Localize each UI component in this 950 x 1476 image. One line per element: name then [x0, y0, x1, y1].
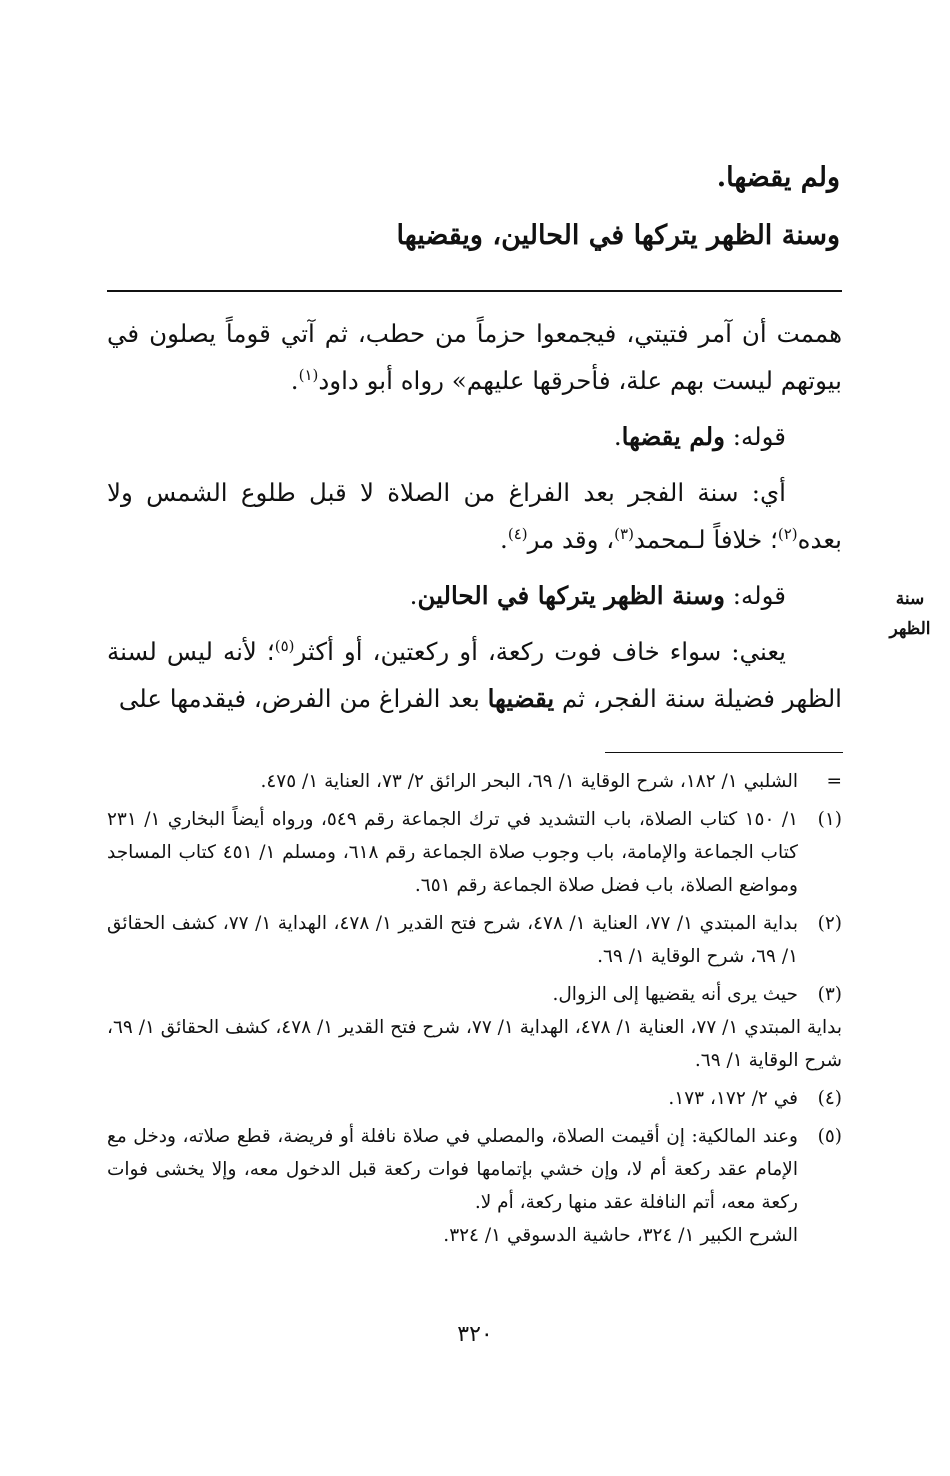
paragraph-3-text-b: ؛ لأنه ليس لسنة الظهر فضيلة سنة الفجر، ثم — [107, 637, 842, 713]
footnote-ref-5: (٥) — [274, 636, 295, 655]
paragraph-2-end: . — [500, 525, 508, 554]
paragraph-3-text-a: يعني: سواء خاف فوت ركعة، أو ركعتين، أو أكثر — [294, 637, 786, 666]
footnote-5-text: وعند المالكية: إن أقيمت الصلاة، والمصلي في صلاة نافلة أو فريضة، قطع صلاته، ودخل مع الإمام عقد ركعة أم لا، وإن خشي بإتمامها فوات ركعة قبل الدخول معه، وإلا يخشى فوات ركعة معه، أتم النافلة عقد منها ركعة، أم لا. — [107, 1126, 798, 1213]
qawluh-1-quote: ولم يقضها — [621, 422, 725, 451]
paragraph-2-text-a: أي: سنة الفجر بعد الفراغ من الصلاة لا قبل طلوع الشمس ولا بعده — [107, 478, 842, 554]
footnote-3-source: بداية المبتدي ١/ ٧٧، العناية ١/ ٤٧٨، الهداية ١/ ٧٧، شرح فتح القدير ١/ ٤٧٨، كشف الحقائق ١/ ٦٩، شرح الوقاية ١/ ٦٩. — [107, 1017, 842, 1071]
footnote-ref-3: (٣) — [614, 524, 634, 543]
qawluh-2 — [107, 572, 842, 619]
margin-note-line-1: سنة — [895, 589, 925, 609]
footnote-5 — [107, 1120, 842, 1252]
footnote-3-number: (٣) — [817, 984, 842, 1005]
qawluh-1-end: . — [613, 422, 622, 451]
qawluh-2-prefix: قوله: — [724, 581, 786, 610]
qawluh-2-quote: وسنة الظهر يتركها في الحالين — [417, 581, 725, 610]
footnote-5-source: الشرح الكبير ١/ ٣٢٤، حاشية الدسوقي ١/ ٣٢٤. — [443, 1225, 798, 1246]
qawluh-1 — [107, 413, 842, 460]
footnote-2 — [107, 907, 842, 973]
footnote-2-text: بداية المبتدي ١/ ٧٧، العناية ١/ ٤٧٨، شرح فتح القدير ١/ ٤٧٨، الهداية ١/ ٧٧، كشف الحقائق ١/ ٦٩، شرح الوقاية ١/ ٦٩. — [107, 913, 798, 967]
paragraph-1-text: هممت أن آمر فتيتي، فيجمعوا حزماً من حطب، ثم آتي قوماً يصلون في بيوتهم ليست بهم علة، فأحرقها عليهم» رواه أبو داود — [107, 319, 842, 395]
paragraph-2 — [107, 469, 842, 563]
footnote-continuation — [107, 765, 842, 798]
paragraph-1-end: . — [290, 366, 299, 395]
footnote-3-text: حيث يرى أنه يقضيها إلى الزوال. — [552, 984, 798, 1005]
footnote-ref-4: (٤) — [507, 524, 528, 543]
matn-line-2: وسنة الظهر يتركها في الحالين، ويقضيها — [396, 220, 840, 251]
margin-note — [878, 584, 942, 644]
footnote-continuation-text: الشلبي ١/ ١٨٢، شرح الوقاية ١/ ٦٩، البحر الرائق ٢/ ٧٣، العناية ١/ ٤٧٥. — [260, 771, 798, 792]
footnote-4-number: (٤) — [817, 1088, 842, 1109]
footnote-2-number: (٢) — [817, 913, 842, 934]
paragraph-3 — [107, 628, 842, 722]
footnote-1 — [107, 803, 842, 902]
qawluh-2-end: . — [409, 581, 418, 610]
paragraph-3-text-c: بعد الفراغ من الفرض، فيقدمها على — [118, 684, 488, 713]
matn-line-1: ولم يقضها. — [716, 162, 840, 193]
footnote-4 — [107, 1082, 842, 1115]
footnotes — [107, 765, 842, 1257]
footnote-1-number: (١) — [817, 809, 842, 830]
footnote-1-text: ١/ ١٥٠ كتاب الصلاة، باب التشديد في ترك الجماعة رقم ٥٤٩، ورواه أيضاً البخاري ١/ ٢٣١ كتاب الجماعة والإمامة، باب وجوب صلاة الجماعة رقم ٦١٨، ومسلم ١/ ٤٥١ كتاب المساجد ومواضع الصلاة، باب فضل صلاة الجماعة رقم ٦٥١. — [107, 809, 798, 896]
paragraph-1 — [107, 310, 842, 404]
footnote-ref-1: (١) — [298, 365, 319, 384]
footnote-divider — [605, 752, 843, 753]
paragraph-2-text-c: ، وقد مر — [527, 525, 615, 554]
footnote-5-number: (٥) — [817, 1126, 842, 1147]
paragraph-3-bold: يقضيها — [487, 684, 555, 713]
footnote-4-text: في ٢/ ١٧٢، ١٧٣. — [668, 1088, 798, 1109]
footnote-3 — [107, 978, 842, 1011]
commentary-body — [107, 310, 842, 722]
matn-divider — [107, 290, 842, 292]
qawluh-1-prefix: قوله: — [724, 422, 786, 451]
margin-note-line-2: الظهر — [889, 619, 931, 639]
footnote-continuation-mark: = — [826, 771, 842, 792]
paragraph-2-text-b: ؛ خلافاً لـمحمد — [633, 525, 778, 554]
footnote-ref-2: (٢) — [777, 524, 798, 543]
page-number: ٣٢٠ — [457, 1322, 493, 1347]
